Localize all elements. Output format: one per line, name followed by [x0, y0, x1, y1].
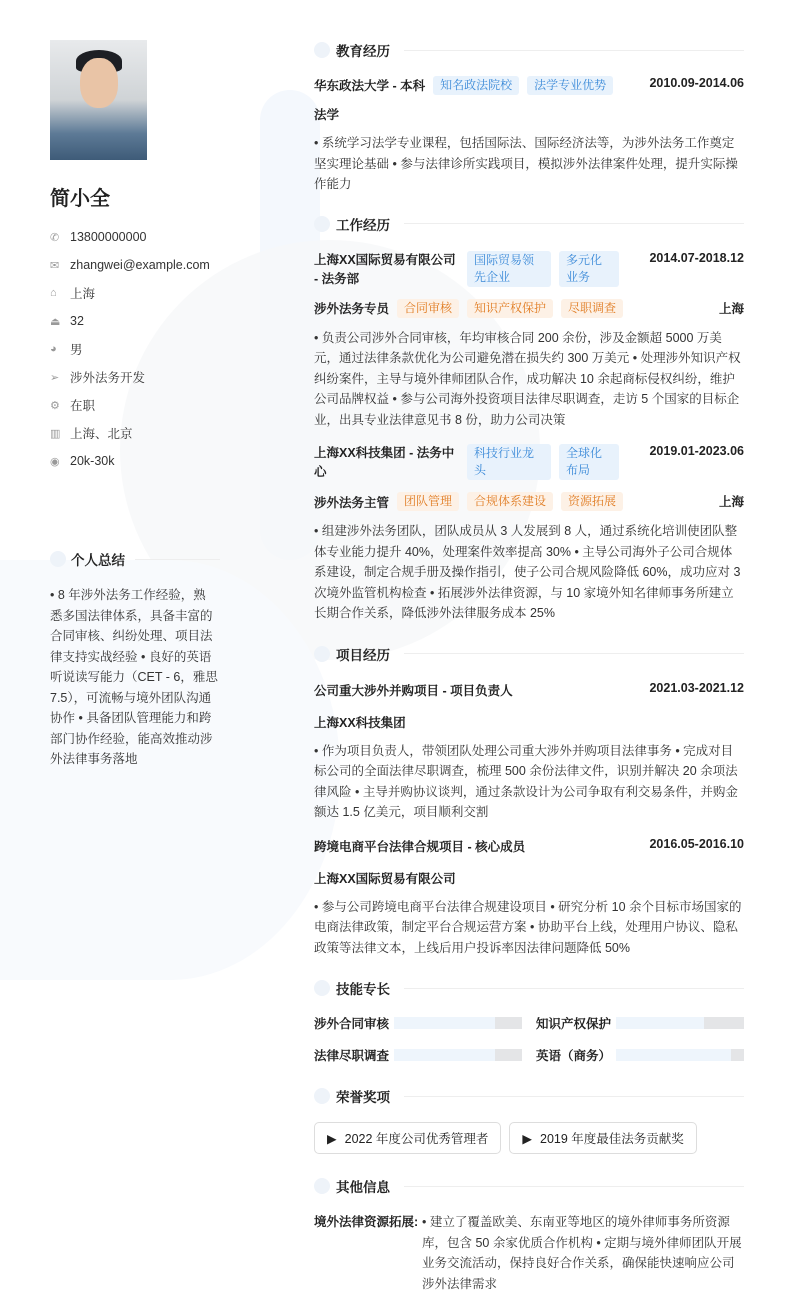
project-item: [314, 837, 744, 959]
section-skills: 技能专长: [314, 978, 744, 998]
awards: [314, 1122, 744, 1154]
phone-icon: ✆: [50, 231, 60, 244]
project-desc: • 作为项目负责人，带领团队处理公司重大涉外并购项目法律事务 • 完成对目标公司的全面法律尽职调查，梳理 500 余份法律文件，识别并解决 20 余项法律风险 • 主导并购协议谈判，通过条款设计为公司争取有利交易条件，并购金额达 1.5 亿美元，项目顺利交割: [314, 743, 738, 819]
skill-bar: [394, 1049, 522, 1061]
tag: 法学专业优势: [527, 76, 613, 95]
target: ➢ 涉外法务开发: [50, 371, 146, 385]
project-item: [314, 681, 744, 823]
role: 涉外法务主管: [314, 495, 390, 510]
section-icon: [314, 216, 330, 232]
work-desc: • 负责公司涉外合同审核，年均审核合同 200 余份，涉及金额超 5000 万美元，通过法律条款优化为公司避免潜在损失约 300 万美元 • 处理涉外知识产权纠纷案件，主导与境外律师团队合作，成功解决 10 余起商标侵权纠纷，维护公司品牌权益 • 参与公司海外投资项目法律尽职调查，走访 5 个国家的目标企业，出具专业法律意见书 8 份，助力公司决策: [314, 330, 741, 427]
tag: 合规体系建设: [467, 492, 553, 511]
skill: 英语（商务）: [536, 1046, 744, 1064]
other-info: 境外法律资源拓展: • 建立了覆盖欧美、东南亚等地区的境外律师事务所资源库，包含 50 余家优质合作机构 • 定期与境外律师团队开展业务交流活动，保持良好合作关系，确保能快速响应公司涉外法律需求: [314, 1215, 742, 1291]
tag: 合同审核: [397, 299, 459, 318]
avatar: [50, 40, 147, 160]
work-item: [314, 251, 744, 431]
role: 涉外法务专员: [314, 302, 390, 316]
section-other: 其他信息: [314, 1176, 744, 1196]
skill: 涉外合同审核: [314, 1014, 522, 1032]
status: ⚙ 在职: [50, 399, 96, 413]
tag: 全球化布局: [559, 444, 619, 480]
project-desc: • 参与公司跨境电商平台法律合规建设项目 • 研究分析 10 余个目标市场国家的电商法律政策，制定平台合规运营方案 • 协助平台上线，处理用户协议、隐私政策等法律文本，上线后用户投诉率因法律问题降低 50%: [314, 899, 742, 955]
date: 2014.07-2018.12: [649, 250, 744, 265]
project-name: 跨境电商平台法律合规项目 - 核心成员: [314, 839, 526, 854]
play-icon: ▶: [522, 1131, 533, 1146]
section-education: 教育经历: [314, 40, 744, 60]
date: 2010.09-2014.06: [649, 76, 744, 90]
tag: 知识产权保护: [467, 299, 553, 318]
date: 2021.03-2021.12: [649, 680, 744, 695]
tag: 资源拓展: [561, 492, 623, 511]
main: [314, 40, 744, 1294]
summary-title: 个人总结: [50, 549, 220, 569]
tag: 科技行业龙头: [467, 444, 551, 480]
building-icon: ▥: [50, 427, 61, 440]
skills-grid: [314, 1014, 744, 1064]
date: 2019.01-2023.06: [649, 444, 744, 458]
tag: 团队管理: [397, 492, 459, 511]
age: ⏏ 32: [50, 314, 84, 328]
gender: ◕ 男: [50, 343, 83, 357]
section-icon: [314, 646, 330, 662]
skill-bar-fill: [394, 1049, 495, 1061]
section-work: 工作经历: [314, 214, 744, 234]
company: 上海XX科技集团 - 法务中心: [314, 446, 455, 479]
tag: 知名政法院校: [433, 76, 519, 95]
skill-bar: [616, 1017, 744, 1029]
section-icon: [314, 1088, 330, 1104]
skill-bar-fill: [394, 1017, 495, 1029]
org: 上海XX国际贸易有限公司: [314, 871, 456, 886]
summary-text: • 8 年涉外法务工作经验，熟悉多国法律体系，具备丰富的合同审核、纠纷处理、项目法律支持实战经验 • 良好的英语听说读写能力（CET - 6，雅思 7.5），可流畅与境外团队沟通协作 • 具备团队管理能力和跨部门协作经验，能高效推动涉外法律事务落地: [50, 588, 218, 766]
tag: 多元化业务: [559, 251, 619, 287]
city: 上海: [718, 495, 744, 509]
org: 上海XX科技集团: [314, 715, 406, 730]
skill-bar: [616, 1049, 744, 1061]
email: ✉ zhangwei@example.com: [50, 258, 210, 272]
work-desc: • 组建涉外法务团队，团队成员从 3 人发展到 8 人，通过系统化培训使团队整体专业能力提升 40%，处理案件效率提高 30% • 主导公司海外子公司合规体系建设，制定合规手册及操作指引，使子公司合规风险降低 60%，成功应对 3 次境外监管机构检查 • 拓展涉外法律资源，与 10 家境外知名律师事务所建立长期合作关系，降低涉外法律服务成本 25%: [314, 524, 741, 620]
section-honors: 荣誉奖项: [314, 1086, 744, 1106]
city: ⌂ 上海: [50, 287, 96, 301]
name: 简小全: [50, 188, 110, 210]
gender-icon: ◕: [50, 343, 57, 355]
send-icon: ➢: [50, 371, 60, 384]
project-name: 公司重大涉外并购项目 - 项目负责人: [314, 683, 513, 698]
phone: ✆ 13800000000: [50, 230, 147, 244]
sidebar: [50, 40, 220, 770]
company: 上海XX国际贸易有限公司 - 法务部: [314, 252, 456, 286]
work-item: [314, 444, 744, 624]
cake-icon: ⏏: [50, 315, 61, 328]
skill-bar-fill: [616, 1017, 704, 1029]
education-row: [314, 76, 744, 95]
school: 华东政法大学 - 本科: [314, 79, 426, 93]
date: 2016.05-2016.10: [649, 836, 744, 851]
section-icon: [314, 1178, 330, 1194]
skill-bar-fill: [616, 1049, 731, 1061]
education-desc: • 系统学习法学专业课程，包括国际法、国际经济法等，为涉外法务工作奠定坚实理论基础 • 参与法律诊所实践项目，模拟涉外法律案件处理，提升实际操作能力: [314, 136, 738, 191]
tag: 尽职调查: [561, 299, 623, 318]
section-icon: [50, 551, 66, 567]
city: 上海: [718, 301, 744, 316]
home-icon: ⌂: [50, 287, 57, 299]
section-icon: [314, 42, 330, 58]
skill-bar: [394, 1017, 522, 1029]
gear-icon: ⚙: [50, 399, 60, 412]
award: ▶ 2022 年度公司优秀管理者: [314, 1122, 501, 1154]
target-icon: ◉: [50, 455, 60, 468]
section-projects: 项目经历: [314, 644, 744, 664]
skill: 知识产权保护: [536, 1014, 744, 1032]
tag: 国际贸易领先企业: [467, 251, 551, 287]
salary: ◉ 20k-30k: [50, 454, 115, 468]
mail-icon: ✉: [50, 259, 60, 272]
section-icon: [314, 980, 330, 996]
skill: 法律尽职调查: [314, 1046, 522, 1064]
major: 法学: [314, 108, 340, 122]
award: ▶ 2019 年度最佳法务贡献奖: [509, 1122, 696, 1154]
locations: ▥ 上海、北京: [50, 427, 133, 441]
play-icon: ▶: [327, 1131, 337, 1146]
